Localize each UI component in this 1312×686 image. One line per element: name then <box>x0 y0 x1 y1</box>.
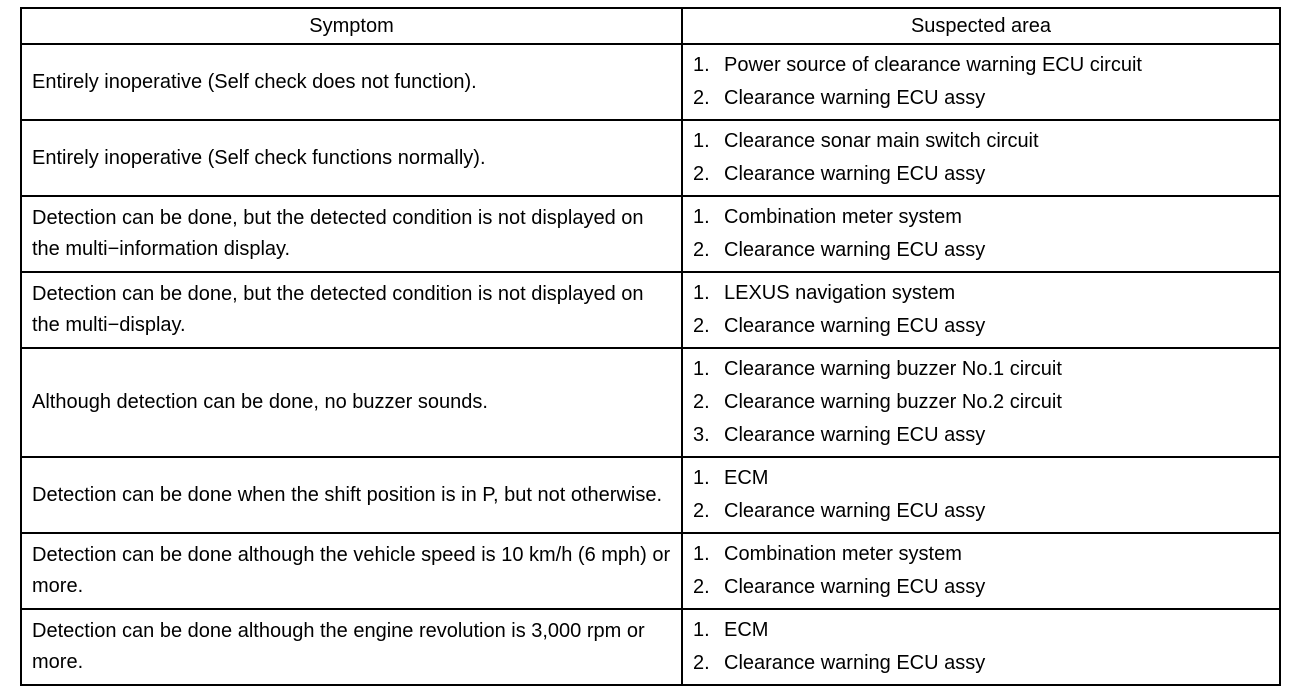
suspected-area-item <box>693 419 1269 452</box>
symptom-cell: Detection can be done when the shift position is in P, but not otherwise. <box>21 457 682 533</box>
problem-symptoms-table <box>20 7 1281 686</box>
suspected-area-number: 2. <box>693 315 710 337</box>
suspected-area-item <box>693 125 1269 158</box>
suspected-area-text: Clearance warning ECU assy <box>724 163 986 185</box>
suspected-area-number: 2. <box>693 652 710 674</box>
symptom-cell: Detection can be done, but the detected condition is not displayed on the multi−display. <box>21 272 682 348</box>
suspected-area-number: 2. <box>693 391 710 413</box>
suspected-area-text: Clearance warning ECU assy <box>724 239 986 261</box>
suspected-area-item <box>693 158 1269 191</box>
suspected-area-number: 1. <box>693 130 710 152</box>
table-body <box>21 44 1280 685</box>
table-header-row <box>21 8 1280 44</box>
suspected-area-number: 1. <box>693 358 710 380</box>
suspected-area-cell <box>682 44 1280 120</box>
suspected-area-cell <box>682 533 1280 609</box>
suspected-area-text: Clearance warning ECU assy <box>724 576 986 598</box>
suspected-area-text: LEXUS navigation system <box>724 282 956 304</box>
suspected-area-number: 1. <box>693 54 710 76</box>
suspected-area-item <box>693 310 1269 343</box>
symptom-column-header: Symptom <box>21 8 682 44</box>
symptom-cell: Entirely inoperative (Self check does not function). <box>21 44 682 120</box>
suspected-area-column-header: Suspected area <box>682 8 1280 44</box>
suspected-area-number: 2. <box>693 163 710 185</box>
suspected-area-item <box>693 571 1269 604</box>
table-row <box>21 44 1280 120</box>
suspected-area-item <box>693 277 1269 310</box>
suspected-area-text: Clearance warning buzzer No.2 circuit <box>724 391 1062 413</box>
suspected-area-number: 1. <box>693 619 710 641</box>
suspected-area-text: ECM <box>724 467 769 489</box>
suspected-area-number: 3. <box>693 424 710 446</box>
suspected-area-text: Clearance warning ECU assy <box>724 424 986 446</box>
suspected-area-number: 2. <box>693 239 710 261</box>
suspected-area-text: Clearance warning ECU assy <box>724 652 986 674</box>
suspected-area-item <box>693 201 1269 234</box>
suspected-area-number: 2. <box>693 500 710 522</box>
symptom-cell: Although detection can be done, no buzzer sounds. <box>21 348 682 457</box>
table-row <box>21 457 1280 533</box>
symptom-cell: Detection can be done, but the detected condition is not displayed on the multi−information display. <box>21 196 682 272</box>
suspected-area-item <box>693 614 1269 647</box>
suspected-area-text: Combination meter system <box>724 543 962 565</box>
suspected-area-text: Clearance warning buzzer No.1 circuit <box>724 358 1062 380</box>
suspected-area-cell <box>682 457 1280 533</box>
suspected-area-item <box>693 49 1269 82</box>
suspected-area-item <box>693 353 1269 386</box>
table-row <box>21 348 1280 457</box>
table-row <box>21 120 1280 196</box>
table-row <box>21 533 1280 609</box>
suspected-area-cell <box>682 272 1280 348</box>
suspected-area-text: ECM <box>724 619 769 641</box>
suspected-area-text: Clearance sonar main switch circuit <box>724 130 1039 152</box>
table-row <box>21 272 1280 348</box>
suspected-area-text: Combination meter system <box>724 206 962 228</box>
table-row <box>21 609 1280 685</box>
symptom-cell: Entirely inoperative (Self check functions normally). <box>21 120 682 196</box>
suspected-area-cell <box>682 196 1280 272</box>
suspected-area-cell <box>682 348 1280 457</box>
suspected-area-text: Clearance warning ECU assy <box>724 500 986 522</box>
suspected-area-number: 1. <box>693 467 710 489</box>
suspected-area-item <box>693 386 1269 419</box>
suspected-area-number: 2. <box>693 87 710 109</box>
suspected-area-cell <box>682 609 1280 685</box>
symptom-cell: Detection can be done although the vehicle speed is 10 km/h (6 mph) or more. <box>21 533 682 609</box>
table-row <box>21 196 1280 272</box>
suspected-area-cell <box>682 120 1280 196</box>
suspected-area-text: Clearance warning ECU assy <box>724 315 986 337</box>
suspected-area-text: Power source of clearance warning ECU circuit <box>724 54 1142 76</box>
suspected-area-text: Clearance warning ECU assy <box>724 87 986 109</box>
suspected-area-number: 1. <box>693 543 710 565</box>
suspected-area-item <box>693 495 1269 528</box>
suspected-area-item <box>693 462 1269 495</box>
symptom-cell: Detection can be done although the engine revolution is 3,000 rpm or more. <box>21 609 682 685</box>
suspected-area-item <box>693 82 1269 115</box>
suspected-area-number: 2. <box>693 576 710 598</box>
suspected-area-number: 1. <box>693 206 710 228</box>
suspected-area-item <box>693 234 1269 267</box>
suspected-area-item <box>693 538 1269 571</box>
suspected-area-number: 1. <box>693 282 710 304</box>
